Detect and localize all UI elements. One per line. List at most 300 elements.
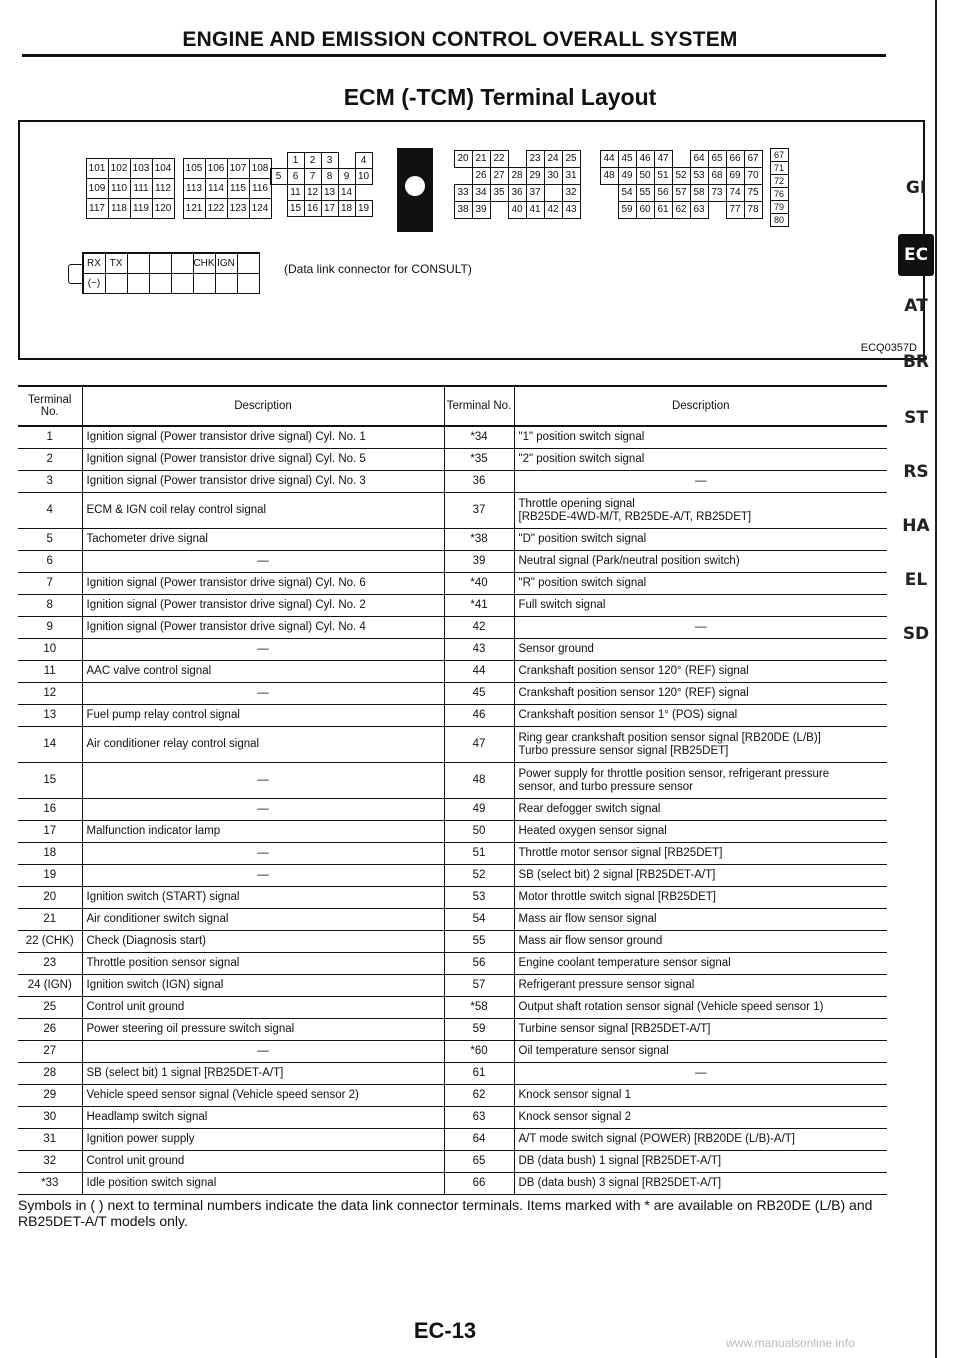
terminal-pin: 106 bbox=[205, 158, 228, 179]
terminal-pin: 59 bbox=[618, 201, 637, 219]
terminal-description bbox=[514, 595, 887, 617]
side-tab-sd[interactable]: SD bbox=[902, 624, 930, 644]
terminal-description-text: DB (data bush) 1 signal [RB25DET-A/T] bbox=[518, 1155, 722, 1167]
terminal-pin: 67 bbox=[770, 148, 789, 162]
terminal-number bbox=[444, 661, 514, 683]
terminal-description bbox=[514, 843, 887, 865]
dlc-pin bbox=[149, 253, 172, 274]
terminal-description-text: Ignition switch (IGN) signal bbox=[86, 979, 224, 991]
terminal-pin: 60 bbox=[636, 201, 655, 219]
terminal-number-text: 23 bbox=[43, 957, 57, 969]
terminal-number-text: 12 bbox=[43, 687, 57, 699]
terminal-pin: 8 bbox=[321, 168, 339, 185]
terminal-pin: 46 bbox=[636, 150, 655, 168]
connector-block-20-43 bbox=[454, 150, 580, 218]
terminal-pin: 42 bbox=[544, 201, 563, 219]
terminal-number bbox=[18, 1151, 82, 1173]
table-row bbox=[18, 617, 887, 639]
table-row bbox=[18, 953, 887, 975]
terminal-pin: 36 bbox=[508, 184, 527, 202]
connector-block-44-80 bbox=[600, 150, 762, 218]
dlc-pin bbox=[171, 273, 194, 294]
terminal-number-text: 6 bbox=[46, 555, 53, 567]
terminal-description bbox=[82, 763, 444, 799]
terminal-pin: 122 bbox=[205, 198, 228, 219]
terminal-description bbox=[514, 683, 887, 705]
terminal-description-text: Tachometer drive signal bbox=[86, 533, 208, 545]
terminal-number bbox=[444, 799, 514, 821]
header-description-left: Description bbox=[82, 386, 444, 426]
terminal-description bbox=[514, 661, 887, 683]
terminal-pin: 73 bbox=[708, 184, 727, 202]
terminal-pin: 4 bbox=[355, 152, 373, 169]
terminal-description bbox=[82, 997, 444, 1019]
terminal-number bbox=[444, 529, 514, 551]
side-tab-at[interactable]: AT bbox=[904, 296, 928, 316]
terminal-description bbox=[82, 1129, 444, 1151]
terminal-number-text: 51 bbox=[472, 847, 486, 859]
table-row bbox=[18, 763, 887, 799]
terminal-description bbox=[514, 493, 887, 529]
table-row bbox=[18, 1085, 887, 1107]
terminal-pin: 108 bbox=[249, 158, 272, 179]
terminal-pin: 29 bbox=[526, 167, 545, 185]
terminal-number-text: 20 bbox=[43, 891, 57, 903]
terminal-description bbox=[82, 551, 444, 573]
dlc-pin: (−) bbox=[83, 273, 106, 294]
terminal-pin: 112 bbox=[152, 178, 175, 199]
terminal-description-text: Idle position switch signal bbox=[86, 1177, 217, 1189]
terminal-pin: 49 bbox=[618, 167, 637, 185]
terminal-description bbox=[82, 1173, 444, 1195]
terminal-description-text-line2: [RB25DE-4WD-M/T, RB25DE-A/T, RB25DET] bbox=[518, 510, 752, 523]
table-row bbox=[18, 471, 887, 493]
table-row bbox=[18, 1151, 887, 1173]
terminal-pin: 33 bbox=[454, 184, 473, 202]
terminal-number bbox=[444, 1019, 514, 1041]
terminal-pin: 35 bbox=[490, 184, 509, 202]
terminal-pin: 31 bbox=[562, 167, 581, 185]
terminal-description bbox=[82, 493, 444, 529]
terminal-description-text: Ignition switch (START) signal bbox=[86, 891, 240, 903]
terminal-number-text: 49 bbox=[472, 803, 486, 815]
terminal-number-text: 8 bbox=[46, 599, 53, 611]
terminal-pin: 111 bbox=[130, 178, 153, 199]
terminal-description bbox=[514, 617, 887, 639]
side-tab-ha[interactable]: HA bbox=[902, 516, 930, 536]
terminal-pin: 72 bbox=[770, 174, 789, 188]
terminal-number bbox=[18, 887, 82, 909]
terminal-number bbox=[444, 821, 514, 843]
terminal-pin bbox=[600, 201, 619, 219]
table-row bbox=[18, 683, 887, 705]
terminal-description bbox=[82, 1151, 444, 1173]
terminal-description-text: Mass air flow sensor signal bbox=[518, 913, 657, 925]
table-row bbox=[18, 1107, 887, 1129]
dlc-label: (Data link connector for CONSULT) bbox=[284, 262, 472, 276]
connector-block-67-80 bbox=[770, 148, 788, 226]
terminal-number bbox=[444, 1173, 514, 1195]
terminal-number-text: 14 bbox=[43, 738, 57, 750]
terminal-number bbox=[444, 1129, 514, 1151]
terminal-number-text: 50 bbox=[472, 825, 486, 837]
dlc-pin bbox=[215, 273, 238, 294]
dash-placeholder: — bbox=[257, 774, 269, 786]
terminal-description bbox=[82, 573, 444, 595]
terminal-pin: 115 bbox=[227, 178, 250, 199]
terminal-pin: 17 bbox=[321, 200, 339, 217]
terminal-pin: 3 bbox=[321, 152, 339, 169]
terminal-number-text: 46 bbox=[472, 709, 486, 721]
terminal-number bbox=[444, 426, 514, 449]
terminal-pin: 38 bbox=[454, 201, 473, 219]
terminal-description-text: Ignition power supply bbox=[86, 1133, 195, 1145]
terminal-pin: 40 bbox=[508, 201, 527, 219]
terminal-description bbox=[82, 639, 444, 661]
dlc-grid bbox=[82, 252, 260, 294]
terminal-pin: 41 bbox=[526, 201, 545, 219]
terminal-pin: 103 bbox=[130, 158, 153, 179]
terminal-pin: 118 bbox=[108, 198, 131, 219]
terminal-number bbox=[18, 1173, 82, 1195]
terminal-description bbox=[514, 727, 887, 763]
terminal-pin: 20 bbox=[454, 150, 473, 168]
terminal-number-text: 7 bbox=[46, 577, 53, 589]
terminal-description-text: SB (select bit) 2 signal [RB25DET-A/T] bbox=[518, 869, 716, 881]
terminal-description-text: "R" position switch signal bbox=[518, 577, 647, 589]
terminal-description bbox=[82, 887, 444, 909]
watermark: www.manualsonline.info bbox=[726, 1336, 855, 1350]
terminal-number bbox=[18, 799, 82, 821]
terminal-number-text: 52 bbox=[472, 869, 486, 881]
connector-key bbox=[397, 148, 433, 232]
terminal-table-body bbox=[18, 426, 887, 1195]
terminal-description bbox=[82, 1019, 444, 1041]
terminal-description bbox=[82, 449, 444, 471]
terminal-number-text: 10 bbox=[43, 643, 57, 655]
side-tab-br[interactable]: BR bbox=[902, 352, 930, 372]
table-row bbox=[18, 529, 887, 551]
terminal-pin: 24 bbox=[544, 150, 563, 168]
terminal-pin: 19 bbox=[355, 200, 373, 217]
terminal-pin: 105 bbox=[183, 158, 206, 179]
header-description-right: Description bbox=[514, 386, 887, 426]
terminal-number-text: 19 bbox=[43, 869, 57, 881]
terminal-description bbox=[82, 727, 444, 763]
terminal-pin: 61 bbox=[654, 201, 673, 219]
terminal-pin: 16 bbox=[304, 200, 322, 217]
terminal-number-text: 4 bbox=[46, 504, 53, 516]
terminal-number-text: 16 bbox=[43, 803, 57, 815]
terminal-pin: 64 bbox=[690, 150, 709, 168]
terminal-number bbox=[18, 595, 82, 617]
terminal-number-text: 36 bbox=[472, 475, 486, 487]
terminal-description bbox=[514, 763, 887, 799]
terminal-description bbox=[514, 997, 887, 1019]
terminal-number-text: *41 bbox=[470, 599, 488, 611]
terminal-pin: 12 bbox=[304, 184, 322, 201]
terminal-description bbox=[514, 529, 887, 551]
terminal-number bbox=[18, 471, 82, 493]
terminal-description bbox=[82, 1063, 444, 1085]
terminal-pin: 120 bbox=[152, 198, 175, 219]
terminal-number bbox=[444, 865, 514, 887]
terminal-number bbox=[18, 975, 82, 997]
terminal-pin: 54 bbox=[618, 184, 637, 202]
terminal-pin: 45 bbox=[618, 150, 637, 168]
terminal-description-text: Air conditioner switch signal bbox=[86, 913, 229, 925]
dlc-pin: RX bbox=[83, 253, 106, 274]
terminal-pin: 47 bbox=[654, 150, 673, 168]
terminal-number bbox=[18, 727, 82, 763]
terminal-description-text: Throttle opening signal bbox=[518, 497, 635, 510]
terminal-number bbox=[18, 617, 82, 639]
dlc-pin bbox=[237, 253, 260, 274]
terminal-description bbox=[82, 617, 444, 639]
terminal-description bbox=[82, 1041, 444, 1063]
terminal-number-text: 17 bbox=[43, 825, 57, 837]
terminal-pin: 13 bbox=[321, 184, 339, 201]
terminal-pin: 117 bbox=[86, 198, 109, 219]
terminal-description bbox=[514, 887, 887, 909]
terminal-description-text: Crankshaft position sensor 1° (POS) signal bbox=[518, 709, 738, 721]
dlc-pin bbox=[105, 273, 128, 294]
dash-placeholder: — bbox=[257, 869, 269, 881]
terminal-description bbox=[514, 426, 887, 449]
terminal-number bbox=[18, 683, 82, 705]
terminal-description bbox=[82, 426, 444, 449]
terminal-number bbox=[444, 1085, 514, 1107]
table-row bbox=[18, 493, 887, 529]
table-header-row bbox=[18, 386, 887, 426]
terminal-description-text: Power steering oil pressure switch signal bbox=[86, 1023, 295, 1035]
side-tab-el[interactable]: EL bbox=[904, 570, 928, 590]
terminal-number bbox=[444, 1151, 514, 1173]
terminal-description bbox=[514, 821, 887, 843]
side-tab-rs[interactable]: RS bbox=[903, 462, 929, 482]
terminal-pin: 28 bbox=[508, 167, 527, 185]
terminal-pin bbox=[508, 150, 527, 168]
header-terminal-left: Terminal No. bbox=[18, 386, 82, 426]
terminal-number-text: *60 bbox=[470, 1045, 488, 1057]
terminal-description-text: Check (Diagnosis start) bbox=[86, 935, 207, 947]
terminal-number bbox=[444, 493, 514, 529]
dlc-pin bbox=[127, 253, 150, 274]
terminal-pin: 32 bbox=[562, 184, 581, 202]
terminal-number-text: *58 bbox=[470, 1001, 488, 1013]
terminal-number-text: 31 bbox=[43, 1133, 57, 1145]
dash-placeholder: — bbox=[257, 643, 269, 655]
terminal-description bbox=[514, 1019, 887, 1041]
terminal-number bbox=[444, 975, 514, 997]
dash-placeholder: — bbox=[257, 847, 269, 859]
terminal-description-text: Oil temperature sensor signal bbox=[518, 1045, 669, 1057]
terminal-number-text: 59 bbox=[472, 1023, 486, 1035]
terminal-pin: 124 bbox=[249, 198, 272, 219]
terminal-pin: 110 bbox=[108, 178, 131, 199]
terminal-number bbox=[444, 471, 514, 493]
terminal-pin: 80 bbox=[770, 213, 789, 227]
table-row bbox=[18, 1041, 887, 1063]
terminal-pin: 75 bbox=[744, 184, 763, 202]
terminal-number-text: 21 bbox=[43, 913, 57, 925]
terminal-description bbox=[514, 471, 887, 493]
table-row bbox=[18, 661, 887, 683]
table-row bbox=[18, 909, 887, 931]
terminal-description-text: Refrigerant pressure sensor signal bbox=[518, 979, 695, 991]
connector-block-1-19 bbox=[270, 152, 372, 216]
terminal-description-text: Full switch signal bbox=[518, 599, 606, 611]
figure-code: ECQ0357D bbox=[860, 342, 917, 354]
terminal-description-text: DB (data bush) 3 signal [RB25DET-A/T] bbox=[518, 1177, 722, 1189]
terminal-description-text: Ring gear crankshaft position sensor signal [RB20DE (L/B)] bbox=[518, 731, 821, 744]
terminal-number-text: *34 bbox=[470, 431, 488, 443]
terminal-description-text: Fuel pump relay control signal bbox=[86, 709, 240, 721]
dlc-pin bbox=[171, 253, 194, 274]
terminal-number bbox=[18, 843, 82, 865]
side-tab-gi[interactable]: GI bbox=[905, 178, 927, 198]
terminal-description-text: Ignition signal (Power transistor drive signal) Cyl. No. 3 bbox=[86, 475, 366, 487]
terminal-number-text: 66 bbox=[472, 1177, 486, 1189]
terminal-pin: 78 bbox=[744, 201, 763, 219]
terminal-number bbox=[18, 705, 82, 727]
terminal-number-text: 11 bbox=[43, 665, 56, 677]
terminal-number-text: *33 bbox=[41, 1177, 59, 1189]
terminal-description-text: Ignition signal (Power transistor drive signal) Cyl. No. 1 bbox=[86, 431, 366, 443]
terminal-number-text: 30 bbox=[43, 1111, 57, 1123]
terminal-pin: 21 bbox=[472, 150, 491, 168]
terminal-description bbox=[82, 471, 444, 493]
terminal-pin: 37 bbox=[526, 184, 545, 202]
terminal-description-text: AAC valve control signal bbox=[86, 665, 212, 677]
terminal-description-text: Control unit ground bbox=[86, 1155, 185, 1167]
side-tab-ec[interactable]: EC bbox=[898, 234, 934, 276]
terminal-number-text: 39 bbox=[472, 555, 486, 567]
terminal-description-text-line2: sensor, and turbo pressure sensor bbox=[518, 780, 694, 793]
terminal-pin: 39 bbox=[472, 201, 491, 219]
terminal-pin: 74 bbox=[726, 184, 745, 202]
terminal-description bbox=[514, 1129, 887, 1151]
terminal-number bbox=[18, 1107, 82, 1129]
side-tab-st[interactable]: ST bbox=[904, 408, 928, 428]
terminal-pin bbox=[708, 201, 727, 219]
terminal-pin: 52 bbox=[672, 167, 691, 185]
terminal-number-text: 1 bbox=[46, 431, 53, 443]
terminal-number-text: 18 bbox=[43, 847, 57, 859]
terminal-number bbox=[18, 763, 82, 799]
dash-placeholder: — bbox=[257, 803, 269, 815]
terminal-number-text: 3 bbox=[46, 475, 53, 487]
terminal-number bbox=[444, 1041, 514, 1063]
terminal-number bbox=[444, 1063, 514, 1085]
terminal-description bbox=[514, 1173, 887, 1195]
terminal-description-text: Crankshaft position sensor 120° (REF) signal bbox=[518, 665, 749, 677]
terminal-pin: 68 bbox=[708, 167, 727, 185]
dash-placeholder: — bbox=[257, 1045, 269, 1057]
dlc-pin: CHK bbox=[193, 253, 216, 274]
terminal-description-text: Ignition signal (Power transistor drive signal) Cyl. No. 5 bbox=[86, 453, 366, 465]
terminal-description-text: Mass air flow sensor ground bbox=[518, 935, 663, 947]
terminal-pin: 109 bbox=[86, 178, 109, 199]
table-row bbox=[18, 821, 887, 843]
table-row bbox=[18, 997, 887, 1019]
terminal-layout-diagram bbox=[18, 120, 925, 360]
terminal-description-text: Ignition signal (Power transistor drive signal) Cyl. No. 2 bbox=[86, 599, 366, 611]
page-number: EC-13 bbox=[413, 1318, 477, 1343]
connector-block-101-120 bbox=[86, 158, 174, 218]
terminal-description bbox=[82, 843, 444, 865]
table-row bbox=[18, 1019, 887, 1041]
terminal-number bbox=[444, 997, 514, 1019]
terminal-pin: 101 bbox=[86, 158, 109, 179]
terminal-pin: 5 bbox=[270, 168, 288, 185]
table-row bbox=[18, 449, 887, 471]
terminal-pin bbox=[672, 150, 691, 168]
terminal-pin: 65 bbox=[708, 150, 727, 168]
terminal-number-text: 37 bbox=[472, 504, 486, 516]
terminal-number bbox=[18, 1041, 82, 1063]
terminal-number bbox=[18, 661, 82, 683]
terminal-pin: 53 bbox=[690, 167, 709, 185]
terminal-pin: 18 bbox=[338, 200, 356, 217]
terminal-description-text: ECM & IGN coil relay control signal bbox=[86, 504, 267, 516]
dlc-pin bbox=[127, 273, 150, 294]
terminal-pin: 7 bbox=[304, 168, 322, 185]
terminal-pin: 62 bbox=[672, 201, 691, 219]
terminal-pin: 116 bbox=[249, 178, 272, 199]
terminal-pin: 2 bbox=[304, 152, 322, 169]
terminal-description-text: Malfunction indicator lamp bbox=[86, 825, 221, 837]
terminal-number-text: 32 bbox=[43, 1155, 57, 1167]
terminal-number bbox=[444, 763, 514, 799]
terminal-pin bbox=[490, 201, 509, 219]
terminal-pin: 102 bbox=[108, 158, 131, 179]
terminal-pin: 55 bbox=[636, 184, 655, 202]
terminal-description bbox=[514, 865, 887, 887]
terminal-description bbox=[82, 1085, 444, 1107]
terminal-pin: 79 bbox=[770, 200, 789, 214]
terminal-description bbox=[82, 975, 444, 997]
terminal-number-text: *35 bbox=[470, 453, 488, 465]
terminal-number bbox=[18, 1019, 82, 1041]
terminal-description bbox=[82, 953, 444, 975]
terminal-pin bbox=[600, 184, 619, 202]
terminal-pin: 11 bbox=[287, 184, 305, 201]
table-row bbox=[18, 1063, 887, 1085]
terminal-pin: 25 bbox=[562, 150, 581, 168]
connector-block-105-124 bbox=[183, 158, 271, 218]
terminal-number bbox=[18, 909, 82, 931]
table-row bbox=[18, 799, 887, 821]
terminal-number bbox=[444, 705, 514, 727]
terminal-number-text: 61 bbox=[472, 1067, 486, 1079]
terminal-description-text: A/T mode switch signal (POWER) [RB20DE (L/B)-A/T] bbox=[518, 1133, 795, 1145]
terminal-pin: 57 bbox=[672, 184, 691, 202]
terminal-number-text: 45 bbox=[472, 687, 486, 699]
terminal-number-text: 65 bbox=[472, 1155, 486, 1167]
terminal-pin: 26 bbox=[472, 167, 491, 185]
terminal-number bbox=[444, 727, 514, 763]
terminal-description-text: Rear defogger switch signal bbox=[518, 803, 661, 815]
terminal-description-text: Crankshaft position sensor 120° (REF) signal bbox=[518, 687, 749, 699]
terminal-number bbox=[444, 1107, 514, 1129]
terminal-number-text: 55 bbox=[472, 935, 486, 947]
key-dot bbox=[405, 176, 425, 196]
dlc-pin: TX bbox=[105, 253, 128, 274]
terminal-description-text: Engine coolant temperature sensor signal bbox=[518, 957, 731, 969]
terminal-pin: 51 bbox=[654, 167, 673, 185]
dash-placeholder: — bbox=[695, 621, 707, 633]
